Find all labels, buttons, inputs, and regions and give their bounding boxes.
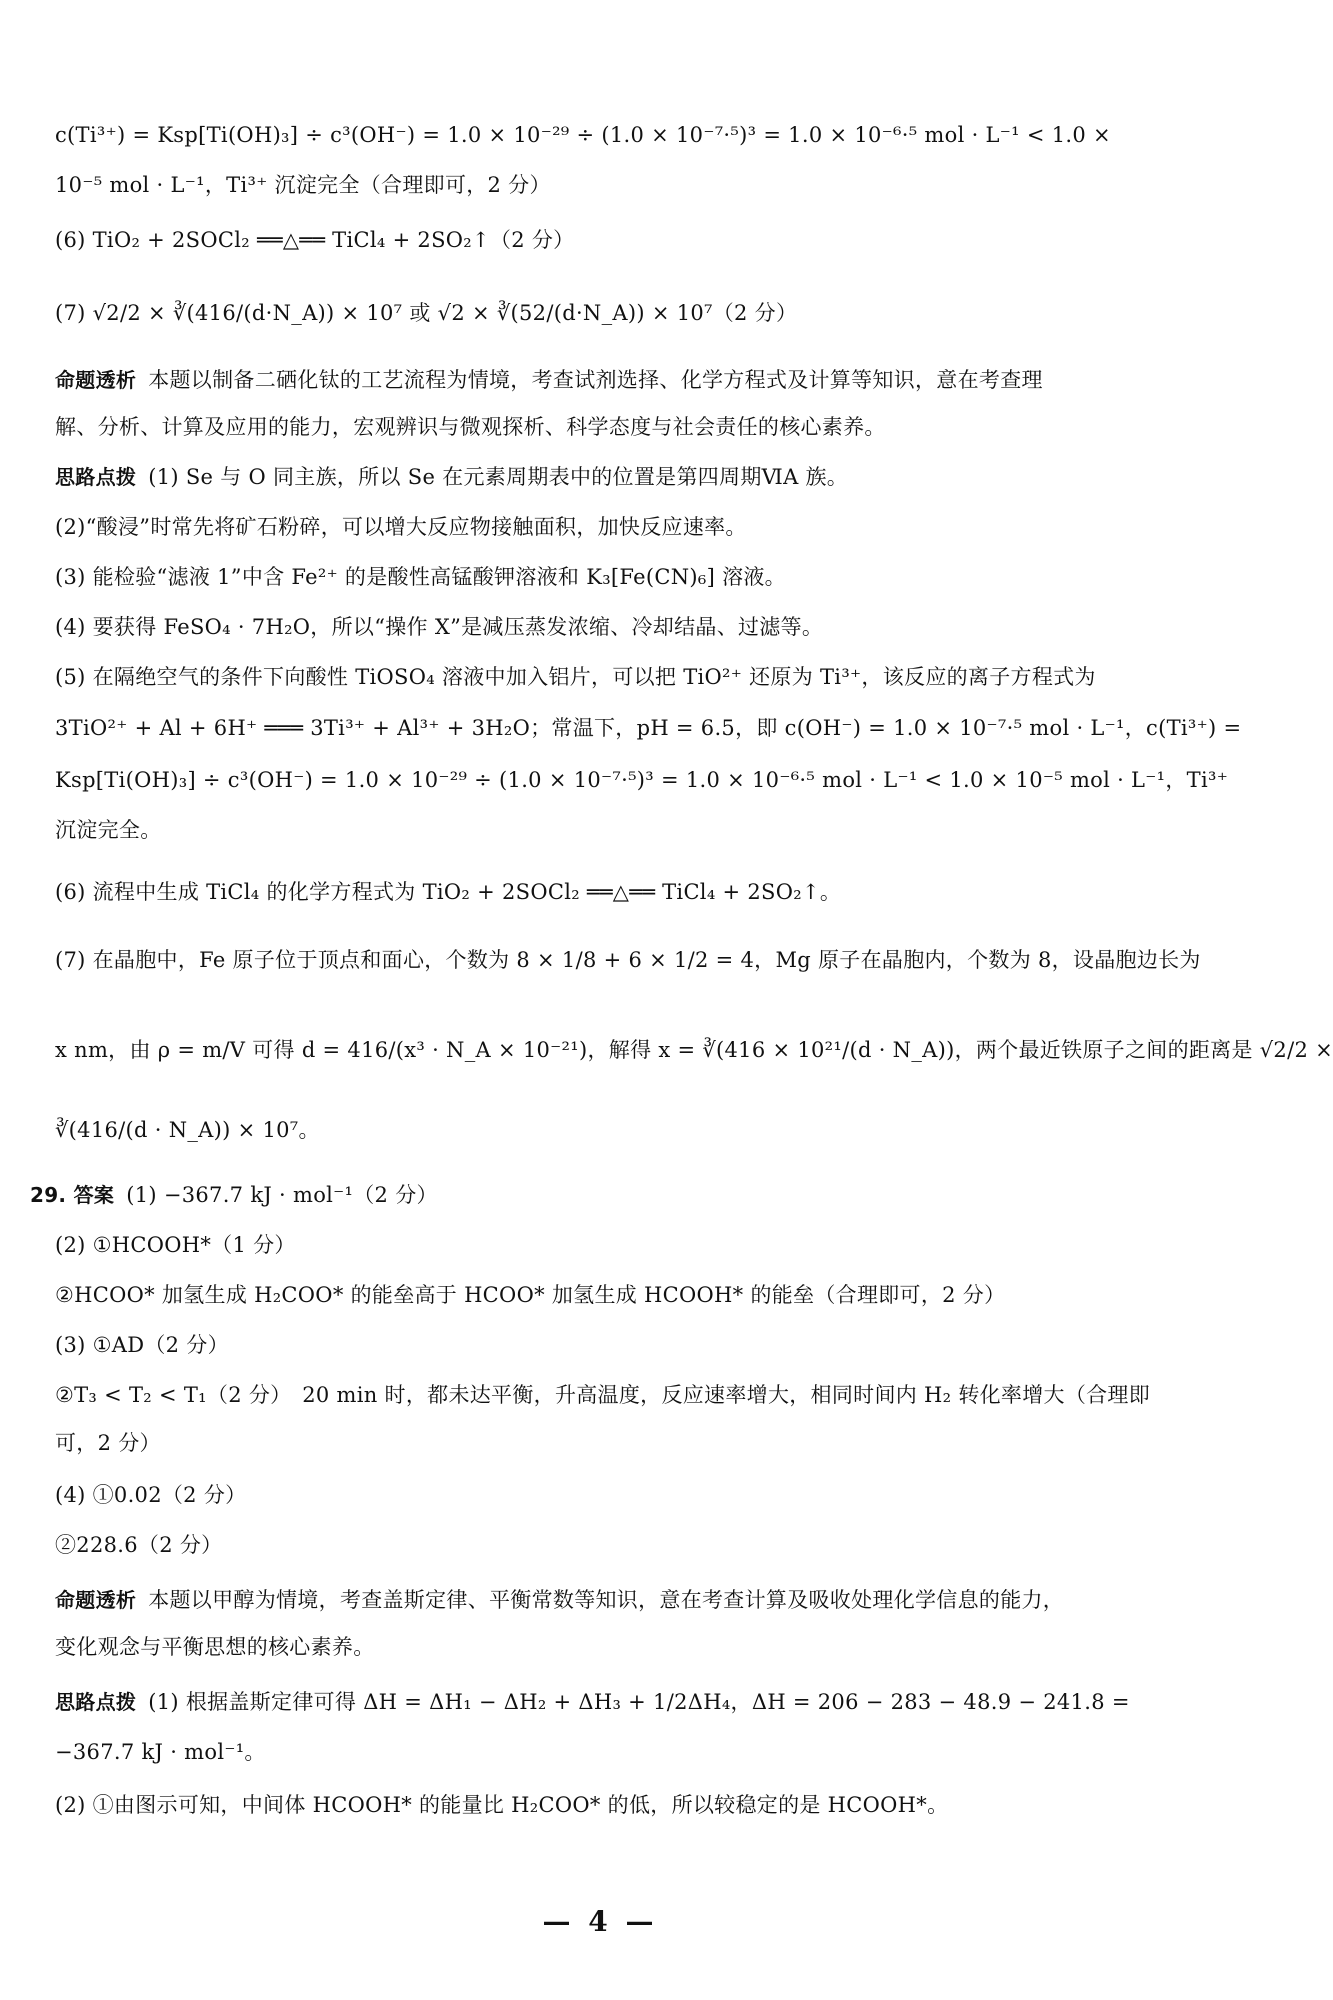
text-line: (2)“酸浸”时常先将矿石粉碎，可以增大反应物接触面积，加快反应速率。	[55, 515, 747, 539]
text-line: (7) 在晶胞中，Fe 原子位于顶点和面心，个数为 8 × 1/8 + 6 × 1/2 = 4，Mg 原子在晶胞内，个数为 8，设晶胞边长为	[55, 948, 1201, 972]
text-line: 思路点拨 (1) Se 与 O 同主族，所以 Se 在元素周期表中的位置是第四周期ⅥA 族。	[55, 465, 849, 489]
text-line: 命题透析 本题以制备二硒化钛的工艺流程为情境，考查试剂选择、化学方程式及计算等知识，意在考查理	[55, 368, 1043, 392]
text-line: 10⁻⁵ mol · L⁻¹，Ti³⁺ 沉淀完全（合理即可，2 分）	[55, 173, 551, 197]
text-line: (2) ①由图示可知，中间体 HCOOH* 的能量比 H₂COO* 的低，所以较稳定的是 HCOOH*。	[55, 1793, 949, 1817]
text-line: (6) TiO₂ + 2SOCl₂ ══△══ TiCl₄ + 2SO₂↑（2 分）	[55, 228, 575, 252]
text-line: 3TiO²⁺ + Al + 6H⁺ ═══ 3Ti³⁺ + Al³⁺ + 3H₂O；常温下，pH = 6.5，即 c(OH⁻) = 1.0 × 10⁻⁷·⁵ mol · L⁻¹，c(Ti³⁺) =	[55, 716, 1242, 740]
text-line: (5) 在隔绝空气的条件下向酸性 TiOSO₄ 溶液中加入铝片，可以把 TiO²⁺ 还原为 Ti³⁺，该反应的离子方程式为	[55, 665, 1096, 689]
text-line: x nm，由 ρ = m/V 可得 d = 416/(x³ · N_A × 10⁻²¹)，解得 x = ∛(416 × 10²¹/(d · N_A))，两个最近铁原子之间的距离是 √2/2 ×	[55, 1038, 1333, 1062]
text-line: (4) 要获得 FeSO₄ · 7H₂O，所以“操作 X”是减压蒸发浓缩、冷却结晶、过滤等。	[55, 615, 824, 639]
page-number: — 4 —	[542, 1905, 658, 1938]
text-line: (4) ①0.02（2 分）	[55, 1483, 247, 1507]
section-label: 命题透析	[55, 368, 137, 392]
section-label: 命题透析	[55, 1588, 137, 1612]
text-line: Ksp[Ti(OH)₃] ÷ c³(OH⁻) = 1.0 × 10⁻²⁹ ÷ (1.0 × 10⁻⁷·⁵)³ = 1.0 × 10⁻⁶·⁵ mol · L⁻¹ < 1.0 × 10⁻⁵ mol · L⁻¹，Ti³⁺	[55, 768, 1229, 792]
text-line: −367.7 kJ · mol⁻¹。	[55, 1740, 266, 1764]
text-line: (3) ①AD（2 分）	[55, 1333, 229, 1357]
text-line: 沉淀完全。	[55, 818, 162, 842]
text-line: 变化观念与平衡思想的核心素养。	[55, 1635, 375, 1659]
text-line: ∛(416/(d · N_A)) × 10⁷。	[55, 1118, 320, 1142]
section-label: 思路点拨	[55, 465, 137, 489]
text-line: ②T₃ < T₂ < T₁（2 分） 20 min 时，都未达平衡，升高温度，反应速率增大，相同时间内 H₂ 转化率增大（合理即	[55, 1383, 1151, 1407]
text-line: 命题透析 本题以甲醇为情境，考查盖斯定律、平衡常数等知识，意在考查计算及吸收处理化学信息的能力，	[55, 1588, 1065, 1612]
question-label: 29. 答案	[30, 1183, 115, 1207]
text-line: 可，2 分）	[55, 1431, 161, 1455]
text-line: (6) 流程中生成 TiCl₄ 的化学方程式为 TiO₂ + 2SOCl₂ ══△══ TiCl₄ + 2SO₂↑。	[55, 880, 842, 904]
text-line: ②228.6（2 分）	[55, 1533, 223, 1557]
section-label: 思路点拨	[55, 1690, 137, 1714]
text-line: 思路点拨 (1) 根据盖斯定律可得 ΔH = ΔH₁ − ΔH₂ + ΔH₃ + 1/2ΔH₄，ΔH = 206 − 283 − 48.9 − 241.8 =	[55, 1690, 1130, 1714]
text-line: 29. 答案 (1) −367.7 kJ · mol⁻¹（2 分）	[30, 1183, 438, 1207]
text-line: (2) ①HCOOH*（1 分）	[55, 1233, 296, 1257]
text-line: ②HCOO* 加氢生成 H₂COO* 的能垒高于 HCOO* 加氢生成 HCOOH* 的能垒（合理即可，2 分）	[55, 1283, 1006, 1307]
text-line: c(Ti³⁺) = Ksp[Ti(OH)₃] ÷ c³(OH⁻) = 1.0 × 10⁻²⁹ ÷ (1.0 × 10⁻⁷·⁵)³ = 1.0 × 10⁻⁶·⁵ mol · L⁻¹ < 1.0 ×	[55, 123, 1111, 147]
text-line: 解、分析、计算及应用的能力，宏观辨识与微观探析、科学态度与社会责任的核心素养。	[55, 415, 886, 439]
text-line: (7) √2/2 × ∛(416/(d·N_A)) × 10⁷ 或 √2 × ∛(52/(d·N_A)) × 10⁷（2 分）	[55, 301, 798, 325]
text-line: (3) 能检验“滤液 1”中含 Fe²⁺ 的是酸性高锰酸钾溶液和 K₃[Fe(CN)₆] 溶液。	[55, 565, 786, 589]
